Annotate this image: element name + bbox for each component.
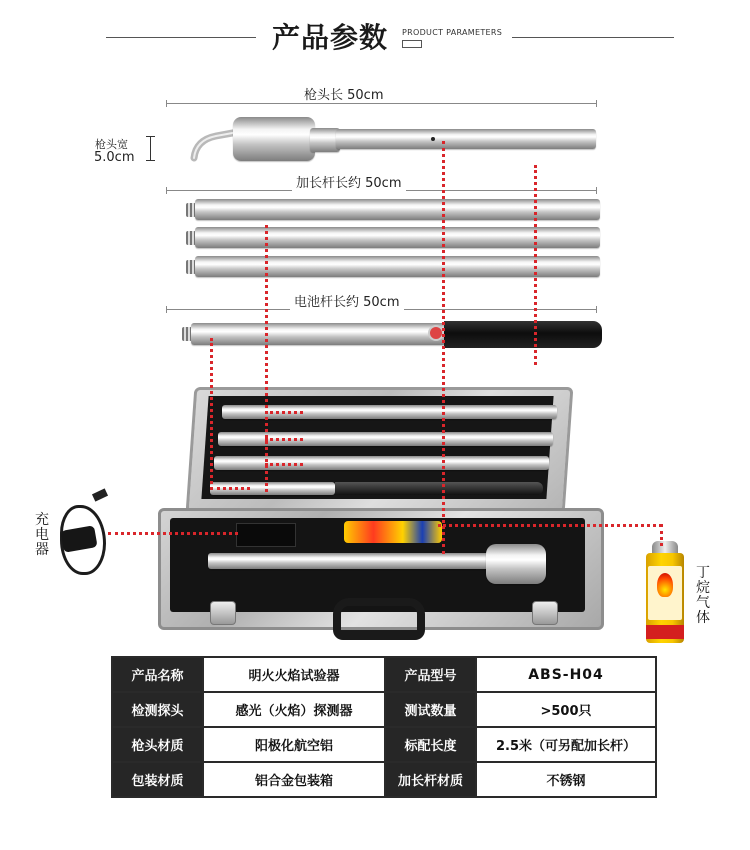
gun-head-in-case bbox=[208, 553, 503, 569]
battery-rod bbox=[191, 323, 446, 345]
spec-key: 加长杆材质 bbox=[385, 762, 476, 797]
spec-key: 包装材质 bbox=[112, 762, 203, 797]
dim-tick bbox=[166, 306, 167, 313]
table-row bbox=[112, 692, 656, 727]
gas-can-in-case bbox=[344, 521, 442, 543]
spec-key: 产品型号 bbox=[385, 657, 476, 692]
header-rule-right bbox=[512, 37, 674, 38]
envelope-icon bbox=[402, 40, 422, 48]
spec-key: 检测探头 bbox=[112, 692, 203, 727]
table-row bbox=[112, 762, 656, 797]
case-handle[interactable] bbox=[333, 598, 425, 640]
spec-value: 感光（火焰）探测器 bbox=[203, 692, 385, 727]
head-width-bracket-bottom bbox=[146, 160, 155, 161]
guide-line-extension-h2 bbox=[265, 438, 303, 441]
flame-icon bbox=[657, 573, 673, 597]
guide-line-charger bbox=[108, 532, 238, 535]
dim-tick bbox=[596, 306, 597, 313]
guide-line-extension-h3 bbox=[265, 463, 303, 466]
spec-value: 明火火焰试验器 bbox=[203, 657, 385, 692]
spec-key: 标配长度 bbox=[385, 727, 476, 762]
table-row bbox=[112, 657, 656, 692]
guide-line-battery-h bbox=[210, 487, 250, 490]
gun-head-sensor-dot bbox=[431, 137, 435, 141]
header-rule-left bbox=[106, 37, 256, 38]
spec-value: ABS-H04 bbox=[476, 657, 656, 692]
spec-value: 不锈钢 bbox=[476, 762, 656, 797]
head-width-value: 5.0cm bbox=[94, 150, 135, 165]
battery-length-label: 电池杆长约 50cm bbox=[290, 291, 404, 310]
table-row bbox=[112, 727, 656, 762]
gun-head-cone-in-case bbox=[486, 544, 546, 584]
charger-label: 充电器 bbox=[35, 512, 49, 558]
head-width-bracket-top bbox=[146, 136, 155, 137]
extension-length-label: 加长杆长约 50cm bbox=[292, 172, 406, 191]
guide-line-grip bbox=[534, 165, 537, 365]
case-latch-left[interactable] bbox=[210, 601, 236, 625]
head-length-dim-line bbox=[166, 103, 596, 104]
guide-line-battery bbox=[210, 338, 213, 490]
battery-rod-grip bbox=[444, 321, 602, 348]
spec-key: 枪头材质 bbox=[112, 727, 203, 762]
gun-head-tube bbox=[336, 129, 596, 149]
extension-rod-1 bbox=[195, 199, 600, 220]
dim-tick bbox=[166, 187, 167, 194]
gun-head-body bbox=[233, 117, 315, 161]
spec-value: 2.5米（可另配加长杆） bbox=[476, 727, 656, 762]
butane-label: 丁烷气体 bbox=[696, 565, 710, 626]
spec-table bbox=[111, 656, 657, 798]
spec-value: 阳极化航空铝 bbox=[203, 727, 385, 762]
spec-key: 产品名称 bbox=[112, 657, 203, 692]
spec-key: 测试数量 bbox=[385, 692, 476, 727]
guide-line-gas-down bbox=[660, 524, 663, 546]
case-grip bbox=[335, 482, 543, 495]
charger-plug bbox=[92, 488, 108, 501]
head-width-bracket bbox=[150, 136, 151, 160]
spec-value: 铝合金包装箱 bbox=[203, 762, 385, 797]
dim-tick bbox=[166, 100, 167, 107]
spec-value: >500只 bbox=[476, 692, 656, 727]
extension-rod-3 bbox=[195, 256, 600, 277]
extension-rod-2 bbox=[195, 227, 600, 248]
case-latch-right[interactable] bbox=[532, 601, 558, 625]
guide-line-gun-head bbox=[442, 141, 445, 554]
guide-line-extension bbox=[265, 225, 268, 492]
gas-can-band bbox=[646, 625, 684, 639]
head-width-label: 枪头宽 bbox=[95, 138, 128, 151]
charger-slot bbox=[236, 523, 296, 547]
dim-tick bbox=[596, 187, 597, 194]
guide-line-gas bbox=[438, 524, 662, 527]
page-title: 产品参数 bbox=[272, 21, 389, 54]
page-subtitle: PRODUCT PARAMETERS bbox=[402, 28, 503, 37]
head-length-label: 枪头长 50cm bbox=[300, 84, 388, 103]
guide-line-extension-h1 bbox=[265, 411, 303, 414]
dim-tick bbox=[596, 100, 597, 107]
